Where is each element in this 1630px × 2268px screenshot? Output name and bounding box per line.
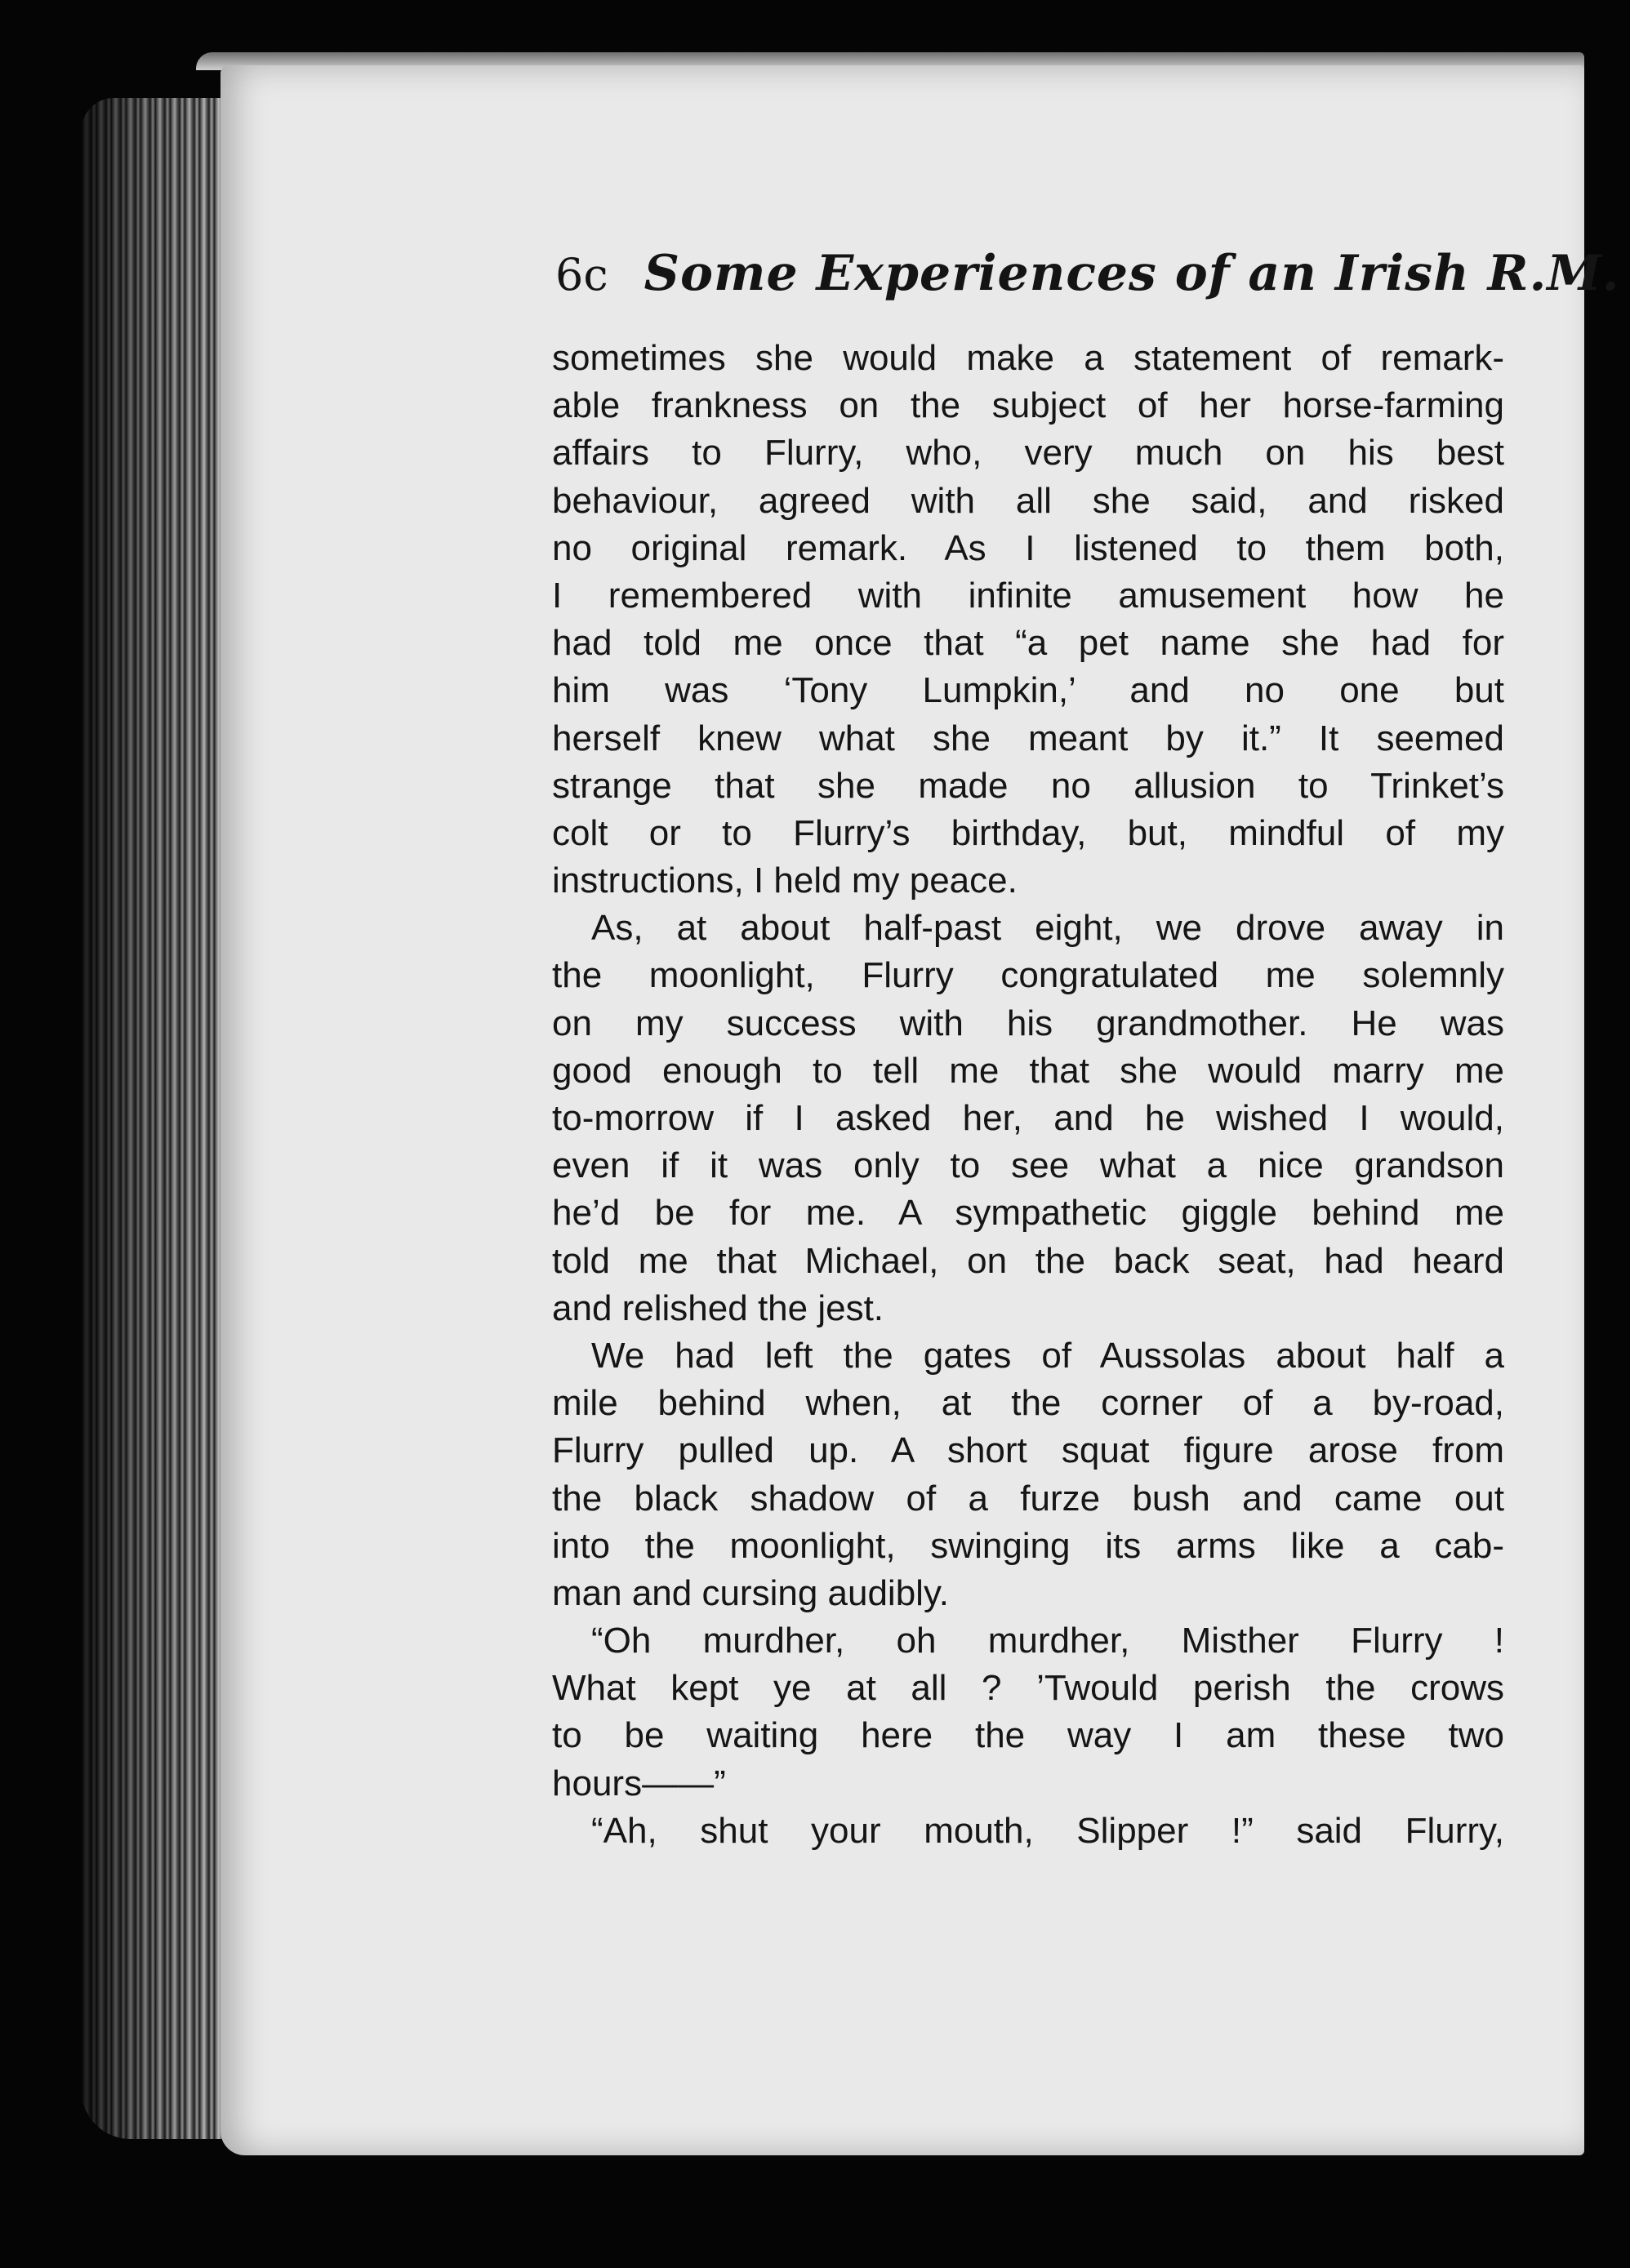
- text-line: no original remark. As I listened to them both,: [552, 527, 1504, 568]
- running-head: [555, 245, 1620, 318]
- text-line: I remembered with infinite amusement how he: [552, 575, 1504, 616]
- text-line: herself knew what she meant by it.” It seemed: [552, 718, 1504, 758]
- text-line: good enough to tell me that she would marry me: [552, 1050, 1504, 1091]
- text-line: sometimes she would make a statement of remark-: [552, 338, 1504, 378]
- text-line: on my success with his grandmother. He was: [552, 1003, 1504, 1043]
- text-line: to be waiting here the way I am these two: [552, 1715, 1504, 1756]
- page-number: 6c: [555, 249, 608, 300]
- paragraph-first-line: As, at about half-past eight, we drove away in: [591, 908, 1504, 949]
- paragraph-first-line: We had left the gates of Aussolas about half a: [591, 1335, 1504, 1376]
- text-line: behaviour, agreed with all she said, and risked: [552, 480, 1504, 521]
- text-line: Flurry pulled up. A short squat figure arose from: [552, 1430, 1504, 1471]
- text-line: affairs to Flurry, who, very much on his best: [552, 433, 1504, 474]
- text-line: had told me once that “a pet name she had for: [552, 623, 1504, 664]
- text-line: told me that Michael, on the back seat, had heard: [552, 1240, 1504, 1281]
- running-title: Some Experiences of an Irish R.M.: [644, 245, 1620, 302]
- text-line: he’d be for me. A sympathetic giggle behind me: [552, 1193, 1504, 1234]
- paragraph-first-line: “Oh murdher, oh murdher, Misther Flurry !: [591, 1621, 1504, 1661]
- text-line: strange that she made no allusion to Trinket’s: [552, 765, 1504, 806]
- text-line: even if it was only to see what a nice grandson: [552, 1145, 1504, 1186]
- text-line: to-morrow if I asked her, and he wished I would,: [552, 1098, 1504, 1138]
- text-line: the moonlight, Flurry congratulated me solemnly: [552, 955, 1504, 996]
- paragraph-end-line: man and cursing audibly.: [552, 1572, 949, 1613]
- text-line: mile behind when, at the corner of a by-road,: [552, 1383, 1504, 1424]
- text-line: into the moonlight, swinging its arms like a cab-: [552, 1525, 1504, 1566]
- text-line: able frankness on the subject of her horse-farming: [552, 385, 1504, 426]
- text-line: him was ‘Tony Lumpkin,’ and no one but: [552, 670, 1504, 711]
- body-text: [552, 335, 1504, 1855]
- paragraph-end-line: and relished the jest.: [552, 1287, 884, 1328]
- paragraph-end-line: instructions, I held my peace.: [552, 861, 1018, 901]
- paragraph-end-line: hours——”: [552, 1763, 726, 1803]
- paragraph-first-line: “Ah, shut your mouth, Slipper !” said Flurry,: [591, 1810, 1504, 1851]
- text-line: What kept ye at all ? ’Twould perish the crows: [552, 1668, 1504, 1709]
- text-line: the black shadow of a furze bush and came out: [552, 1478, 1504, 1519]
- text-line: colt or to Flurry’s birthday, but, mindful of my: [552, 812, 1504, 853]
